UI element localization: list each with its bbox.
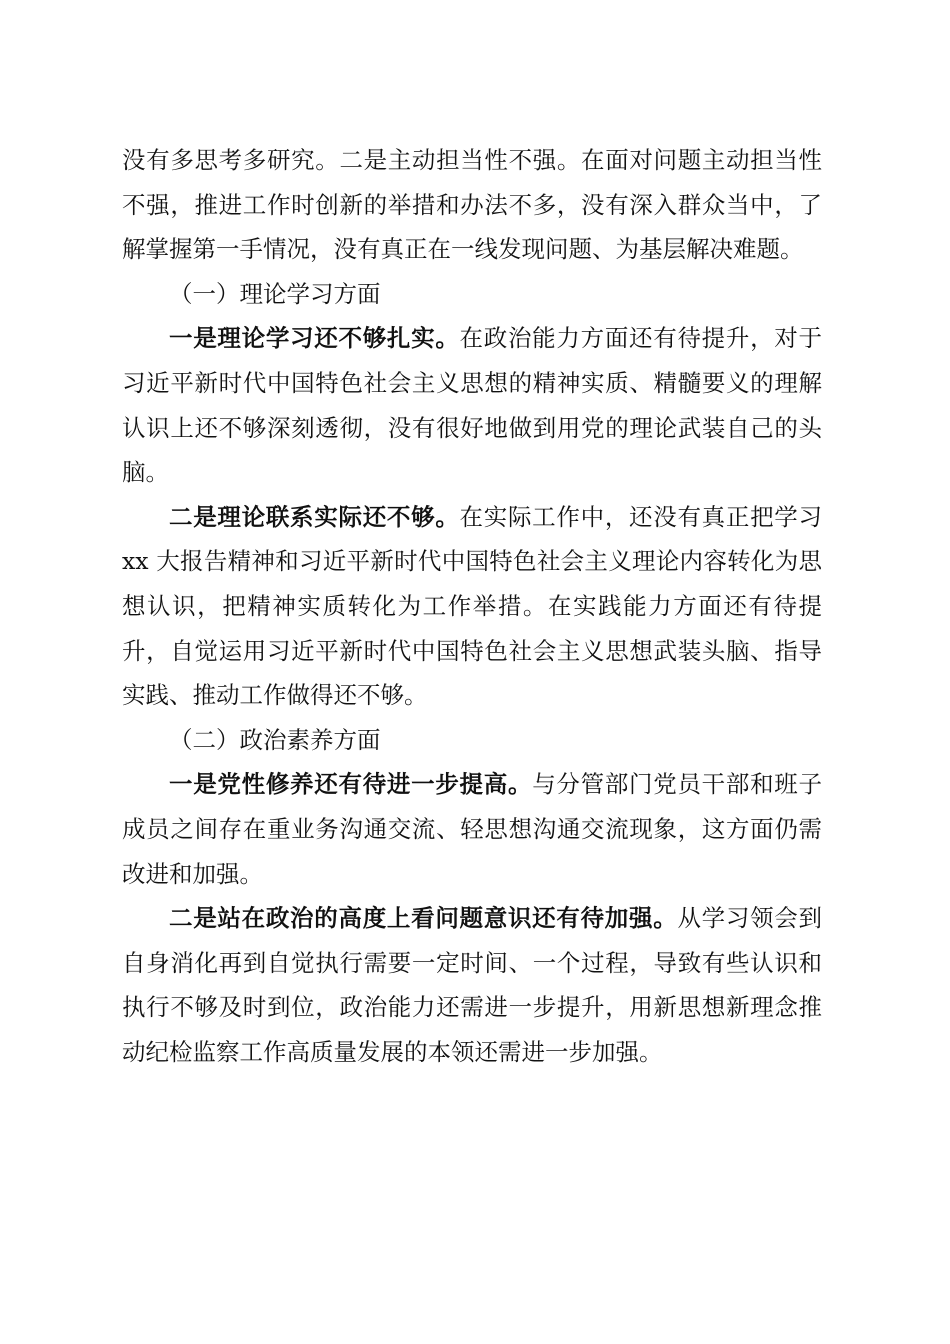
paragraph-text: 从学习领会到自身消化再到自觉执行需要一定时间、一个过程，导致有些认识和执行不够及时到位，政治能力还需进一步提升，用新思想新理念推动纪检监察工作高质量发展的本领还需进一步加强。 xyxy=(122,904,823,1066)
paragraph-continuation xyxy=(122,138,822,272)
paragraph-lead: 一是党性修养还有待进一步提高。 xyxy=(169,770,533,799)
section-heading-political-quality xyxy=(122,718,822,763)
paragraph-theory-study-1 xyxy=(122,316,822,494)
heading-text: （一）理论学习方面 xyxy=(169,279,381,308)
section-heading-theory-study xyxy=(122,272,822,317)
paragraph-political-quality-2 xyxy=(122,896,822,1074)
paragraph-theory-study-2 xyxy=(122,495,822,718)
paragraph-lead: 二是站在政治的高度上看问题意识还有待加强。 xyxy=(169,904,678,933)
paragraph-text: 在政治能力方面还有待提升，对于习近平新时代中国特色社会主义思想的精神实质、精髓要义的理解认识上还不够深刻透彻，没有很好地做到用党的理论武装自己的头脑。 xyxy=(122,324,823,487)
paragraph-lead: 一是理论学习还不够扎实。 xyxy=(169,324,460,353)
heading-text: （二）政治素养方面 xyxy=(169,725,381,754)
paragraph-political-quality-1 xyxy=(122,762,822,896)
paragraph-text: 没有多思考多研究。二是主动担当性不强。在面对问题主动担当性不强，推进工作时创新的举措和办法不多，没有深入群众当中，了解掌握第一手情况，没有真正在一线发现问题、为基层解决难题。 xyxy=(122,146,822,264)
paragraph-lead: 二是理论联系实际还不够。 xyxy=(169,502,460,531)
paragraph-text: 与分管部门党员干部和班子成员之间存在重业务沟通交流、轻思想沟通交流现象，这方面仍需改进和加强。 xyxy=(122,770,823,888)
document-body xyxy=(122,138,822,1074)
paragraph-text: 在实际工作中，还没有真正把学习 xx 大报告精神和习近平新时代中国特色社会主义理论内容转化为思想认识，把精神实质转化为工作举措。在实践能力方面还有待提升，自觉运用习近平新时代中国特色社会主义思想武装头脑、指导实践、推动工作做得还不够。 xyxy=(122,502,823,710)
